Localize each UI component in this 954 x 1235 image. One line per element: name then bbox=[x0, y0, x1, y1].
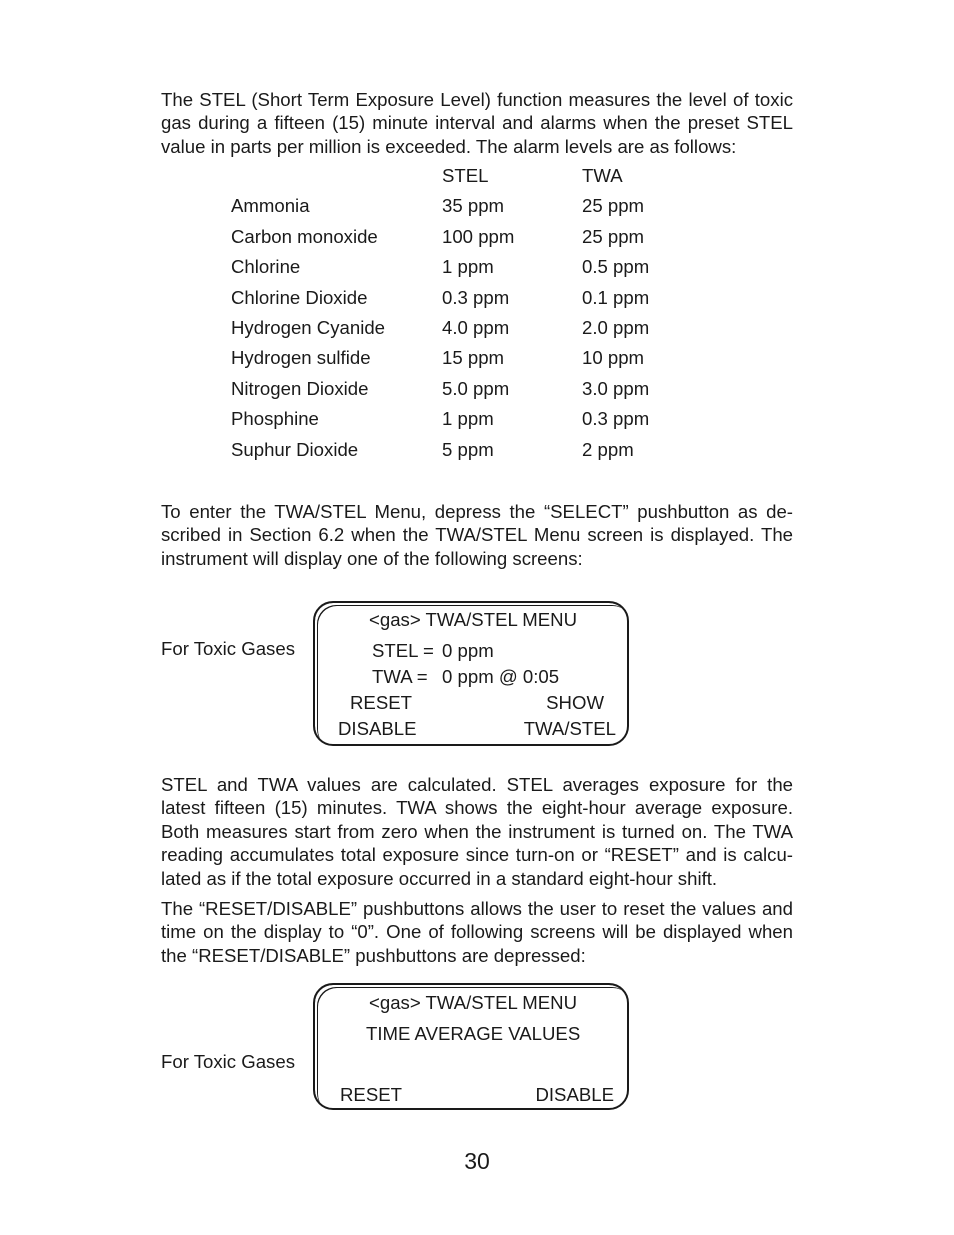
stel-value: 35 ppm bbox=[442, 195, 505, 217]
twa-value: 25 ppm bbox=[582, 195, 645, 217]
screen-subtitle: TIME AVERAGE VALUES bbox=[366, 1023, 581, 1044]
twa-label: TWA = bbox=[372, 666, 428, 687]
enter-menu-line: To enter the TWA/STEL Menu, depress the “SELECT” pushbutton as de- bbox=[161, 501, 793, 522]
twa-value: 10 ppm bbox=[582, 347, 645, 369]
screen-title: <gas> TWA/STEL MENU bbox=[369, 992, 578, 1013]
enter-menu-paragraph bbox=[161, 500, 793, 570]
intro-line: value in parts per million is exceeded. The alarm levels are as follows: bbox=[161, 135, 737, 157]
show-softkey[interactable]: SHOW bbox=[546, 692, 604, 713]
stel-value: 5.0 ppm bbox=[442, 377, 510, 399]
gas-name: Hydrogen sulfide bbox=[231, 347, 371, 369]
reset-line: time on the display to “0”. One of following screens will be displayed when bbox=[161, 921, 793, 943]
reset-paragraph bbox=[161, 897, 793, 967]
twa-value: 2 ppm bbox=[582, 438, 634, 460]
stel-value: 1 ppm bbox=[442, 408, 494, 430]
twa-value: 0.5 ppm bbox=[582, 256, 650, 278]
gas-name: Ammonia bbox=[231, 195, 310, 217]
stel-value: 4.0 ppm bbox=[442, 316, 510, 338]
calculation-paragraph bbox=[161, 773, 793, 890]
calc-line: latest fifteen (15) minutes. TWA shows the eight-hour average exposure. bbox=[161, 797, 793, 819]
enter-menu-line: scribed in Section 6.2 when the TWA/STEL Menu screen is displayed. The bbox=[161, 524, 793, 546]
twa-stel-menu-screen bbox=[313, 601, 629, 746]
intro-line: The STEL (Short Term Exposure Level) function measures the level of toxic bbox=[161, 89, 793, 110]
enter-menu-line: instrument will display one of the following screens: bbox=[161, 547, 583, 569]
gas-name: Phosphine bbox=[231, 408, 319, 430]
stel-reading: 0 ppm bbox=[442, 640, 494, 661]
gas-name: Hydrogen Cyanide bbox=[231, 316, 386, 338]
stel-value: 1 ppm bbox=[442, 256, 494, 278]
twa-value: 3.0 ppm bbox=[582, 377, 650, 399]
screen-title: <gas> TWA/STEL MENU bbox=[369, 609, 578, 630]
twa-reading: 0 ppm @ 0:05 bbox=[442, 666, 560, 687]
disable-softkey[interactable]: DISABLE bbox=[535, 1084, 614, 1105]
calc-line: STEL and TWA values are calculated. STEL averages exposure for the bbox=[161, 774, 793, 795]
calc-line: Both measures start from zero when the instrument is turned on. The TWA bbox=[161, 820, 793, 842]
screen1-side-label: For Toxic Gases bbox=[161, 638, 295, 659]
time-average-values-screen bbox=[313, 983, 629, 1110]
gas-name: Suphur Dioxide bbox=[231, 438, 359, 460]
gas-name: Chlorine bbox=[231, 256, 301, 278]
stel-value: 100 ppm bbox=[442, 225, 515, 247]
header-stel: STEL bbox=[442, 165, 489, 186]
calc-line: lated as if the total exposure occurred in a standard eight-hour shift. bbox=[161, 867, 718, 889]
intro-paragraph bbox=[161, 88, 793, 158]
disable-softkey[interactable]: DISABLE bbox=[338, 718, 417, 739]
reset-softkey[interactable]: RESET bbox=[340, 1084, 402, 1105]
twa-value: 2.0 ppm bbox=[582, 316, 650, 338]
stel-value: 15 ppm bbox=[442, 347, 505, 369]
gas-name: Nitrogen Dioxide bbox=[231, 377, 369, 399]
intro-line: gas during a fifteen (15) minute interval and alarms when the preset STEL bbox=[161, 112, 793, 134]
twa-value: 0.3 ppm bbox=[582, 408, 650, 430]
gas-name: Chlorine Dioxide bbox=[231, 286, 368, 308]
screen2-side-label: For Toxic Gases bbox=[161, 1051, 295, 1072]
header-twa: TWA bbox=[582, 165, 623, 186]
calc-line: reading accumulates total exposure since turn-on or “RESET” and is calcu- bbox=[161, 844, 793, 866]
page-number: 30 bbox=[464, 1148, 490, 1174]
gas-name: Carbon monoxide bbox=[231, 225, 378, 247]
stel-label: STEL = bbox=[372, 640, 434, 661]
reset-line: The “RESET/DISABLE” pushbuttons allows the user to reset the values and bbox=[161, 898, 793, 919]
stel-value: 0.3 ppm bbox=[442, 286, 510, 308]
twa-value: 0.1 ppm bbox=[582, 286, 650, 308]
stel-value: 5 ppm bbox=[442, 438, 494, 460]
twa-stel-softkey[interactable]: TWA/STEL bbox=[523, 718, 616, 739]
reset-line: the “RESET/DISABLE” pushbuttons are depressed: bbox=[161, 944, 586, 966]
twa-value: 25 ppm bbox=[582, 225, 645, 247]
reset-softkey[interactable]: RESET bbox=[350, 692, 412, 713]
